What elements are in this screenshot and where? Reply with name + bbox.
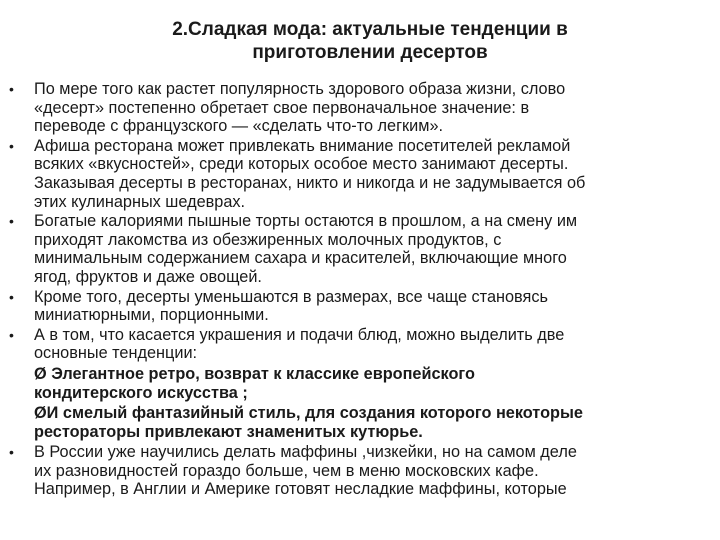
sub-item-line bbox=[34, 404, 720, 423]
bullet-item bbox=[0, 137, 720, 211]
bullet-item bbox=[0, 443, 720, 499]
bullet-text-line: Заказывая десерты в ресторанах, никто и никогда и не задумывается об bbox=[34, 173, 586, 192]
bullet-text-line: Кроме того, десерты уменьшаются в размерах, все чаще становясь bbox=[34, 287, 548, 306]
bullet-text-line: минимальным содержанием сахара и красителей, включающие много bbox=[34, 249, 567, 268]
slide-title bbox=[90, 18, 650, 64]
sub-item-line: кондитерского искусства ; bbox=[34, 383, 248, 402]
title-line-2: приготовлении десертов bbox=[252, 42, 488, 63]
bullet-text-line: А в том, что касается украшения и подачи блюд, можно выделить две bbox=[34, 325, 565, 344]
title-line-1: 2.Сладкая мода: актуальные тенденции в bbox=[172, 19, 568, 40]
bullet-item bbox=[0, 212, 720, 286]
sub-item-line: рестораторы привлекают знаменитых кутюрье. bbox=[34, 422, 423, 441]
bullet-text-line: основные тенденции: bbox=[34, 344, 198, 363]
sub-item bbox=[0, 365, 720, 402]
bullet-text-line: миниатюрными, порционными. bbox=[34, 306, 269, 325]
bullet-text-line: всяких «вкусностей», среди которых особое место занимают десерты. bbox=[34, 155, 569, 174]
bullet-item bbox=[0, 80, 720, 136]
bullet-item bbox=[0, 288, 720, 325]
bullet-text-line: По мере того как растет популярность здорового образа жизни, слово bbox=[34, 80, 566, 98]
bullet-text-line: «десерт» постепенно обретает свое первоначальное значение: в bbox=[34, 98, 530, 117]
sub-item bbox=[0, 404, 720, 441]
bullet-text-line: Например, в Англии и Америке готовят несладкие маффины, которые bbox=[34, 480, 567, 499]
bullet-text-line: ягод, фруктов и даже овощей. bbox=[34, 267, 262, 286]
bullet-text-line: Афиша ресторана может привлекать внимание посетителей рекламой bbox=[34, 136, 571, 155]
sub-item-text: Элегантное ретро, возврат к классике европейского bbox=[46, 364, 475, 383]
arrow-icon: Ø bbox=[34, 404, 47, 423]
bullet-list bbox=[0, 80, 720, 500]
bullet-icon: • bbox=[9, 213, 14, 230]
bullet-text-line: их разновидностей гораздо больше, чем в меню московских кафе. bbox=[34, 461, 539, 480]
sub-item-text: И смелый фантазийный стиль, для создания которого некоторые bbox=[46, 404, 583, 423]
bullet-icon: • bbox=[9, 137, 14, 154]
bullet-icon: • bbox=[9, 326, 14, 343]
bullet-icon: • bbox=[9, 81, 14, 97]
bullet-text-line: этих кулинарных шедеврах. bbox=[34, 192, 246, 211]
bullet-text-line: переводе с французского — «сделать что-то легким». bbox=[34, 117, 444, 136]
bullet-icon: • bbox=[9, 288, 14, 305]
bullet-icon: • bbox=[9, 444, 14, 461]
bullet-text-line: Богатые калориями пышные торты остаются в прошлом, а на смену им bbox=[34, 212, 578, 231]
bullet-text-line: В России уже научились делать маффины ,чизкейки, но на самом деле bbox=[34, 443, 577, 462]
bullet-item bbox=[0, 326, 720, 363]
arrow-icon: Ø bbox=[34, 364, 47, 383]
bullet-text-line: приходят лакомства из обезжиренных молочных продуктов, с bbox=[34, 230, 502, 249]
sub-item-line bbox=[34, 365, 720, 384]
